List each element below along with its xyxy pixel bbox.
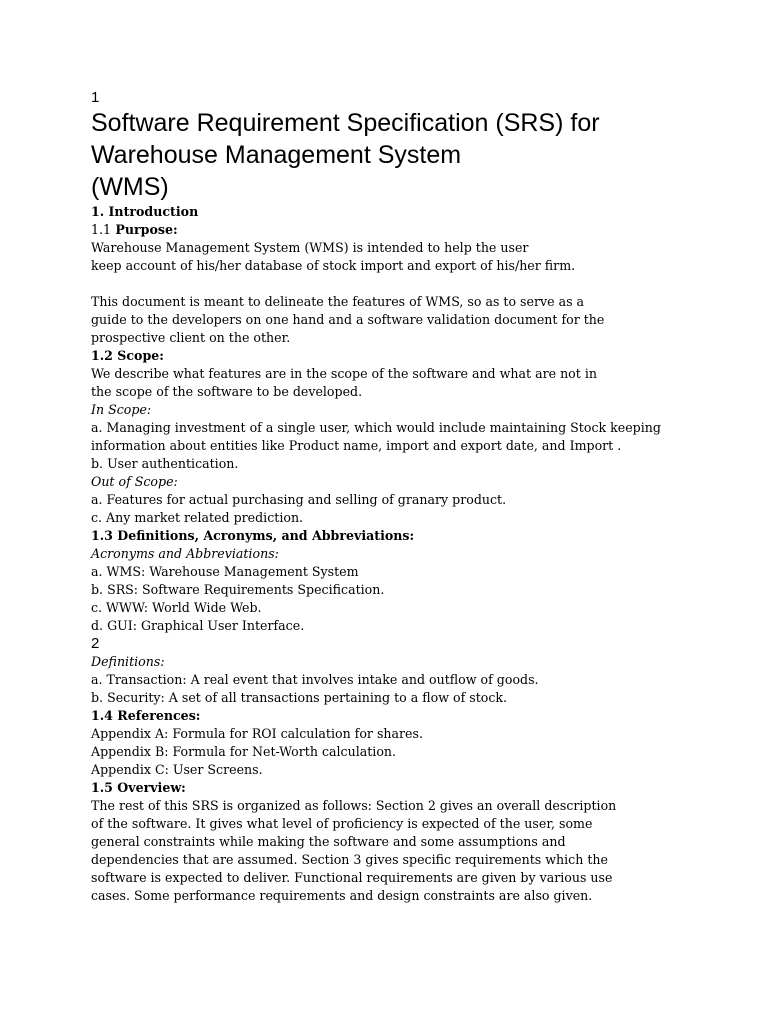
section-number: 1.1 bbox=[91, 222, 112, 237]
list-item: d. GUI: Graphical User Interface. bbox=[91, 618, 305, 633]
section-heading-references: 1.4 References: bbox=[91, 708, 201, 723]
title-line: (WMS) bbox=[91, 173, 169, 201]
text-line: dependencies that are assumed. Section 3 gives specific requirements which the bbox=[91, 852, 608, 867]
list-item: a. WMS: Warehouse Management System bbox=[91, 564, 359, 579]
section-heading-scope: 1.2 Scope: bbox=[91, 348, 164, 363]
text-line: This document is meant to delineate the features of WMS, so as to serve as a bbox=[91, 294, 585, 309]
text-line: cases. Some performance requirements and design constraints are also given. bbox=[91, 888, 593, 903]
list-item: a. Transaction: A real event that involves intake and outflow of goods. bbox=[91, 672, 539, 687]
text-line: keep account of his/her database of stock import and export of his/her firm. bbox=[91, 258, 576, 273]
title-line: Software Requirement Specification (SRS) for bbox=[91, 109, 600, 137]
section-heading-introduction: 1. Introduction bbox=[91, 204, 199, 219]
list-item: c. Any market related prediction. bbox=[91, 510, 304, 525]
subheading-in-scope: In Scope: bbox=[91, 402, 152, 417]
document-title bbox=[91, 107, 751, 203]
list-item: c. WWW: World Wide Web. bbox=[91, 600, 262, 615]
page-number: 2 bbox=[91, 635, 100, 652]
list-item: Appendix A: Formula for ROI calculation for shares. bbox=[91, 726, 423, 741]
text-line: We describe what features are in the scope of the software and what are not in bbox=[91, 366, 597, 381]
section-heading-purpose bbox=[91, 221, 751, 239]
list-item: Appendix B: Formula for Net-Worth calculation. bbox=[91, 744, 397, 759]
subheading-definitions: Definitions: bbox=[91, 654, 165, 669]
list-item: information about entities like Product name, import and export date, and Import . bbox=[91, 438, 622, 453]
text-line: software is expected to deliver. Functional requirements are given by various use bbox=[91, 870, 613, 885]
text-line: guide to the developers on one hand and a software validation document for the bbox=[91, 312, 605, 327]
list-item: Appendix C: User Screens. bbox=[91, 762, 263, 777]
section-title: Purpose: bbox=[111, 222, 178, 237]
document-content bbox=[91, 89, 751, 905]
paragraph-gap bbox=[91, 275, 751, 293]
subheading-out-of-scope: Out of Scope: bbox=[91, 474, 178, 489]
page-number: 1 bbox=[91, 89, 100, 106]
list-item: b. Security: A set of all transactions pertaining to a flow of stock. bbox=[91, 690, 508, 705]
text-line: The rest of this SRS is organized as follows: Section 2 gives an overall description bbox=[91, 798, 617, 813]
subheading-acronyms: Acronyms and Abbreviations: bbox=[91, 546, 279, 561]
title-line: Warehouse Management System bbox=[91, 141, 462, 169]
text-line: of the software. It gives what level of proficiency is expected of the user, some bbox=[91, 816, 593, 831]
text-line: Warehouse Management System (WMS) is intended to help the user bbox=[91, 240, 529, 255]
list-item: a. Managing investment of a single user, which would include maintaining Stock keeping bbox=[91, 420, 661, 435]
section-heading-definitions: 1.3 Definitions, Acronyms, and Abbreviations: bbox=[91, 528, 415, 543]
section-heading-overview: 1.5 Overview: bbox=[91, 780, 186, 795]
text-line: prospective client on the other. bbox=[91, 330, 291, 345]
text-line: the scope of the software to be developed. bbox=[91, 384, 363, 399]
list-item: b. SRS: Software Requirements Specification. bbox=[91, 582, 385, 597]
list-item: a. Features for actual purchasing and selling of granary product. bbox=[91, 492, 507, 507]
text-line: general constraints while making the software and some assumptions and bbox=[91, 834, 566, 849]
list-item: b. User authentication. bbox=[91, 456, 239, 471]
